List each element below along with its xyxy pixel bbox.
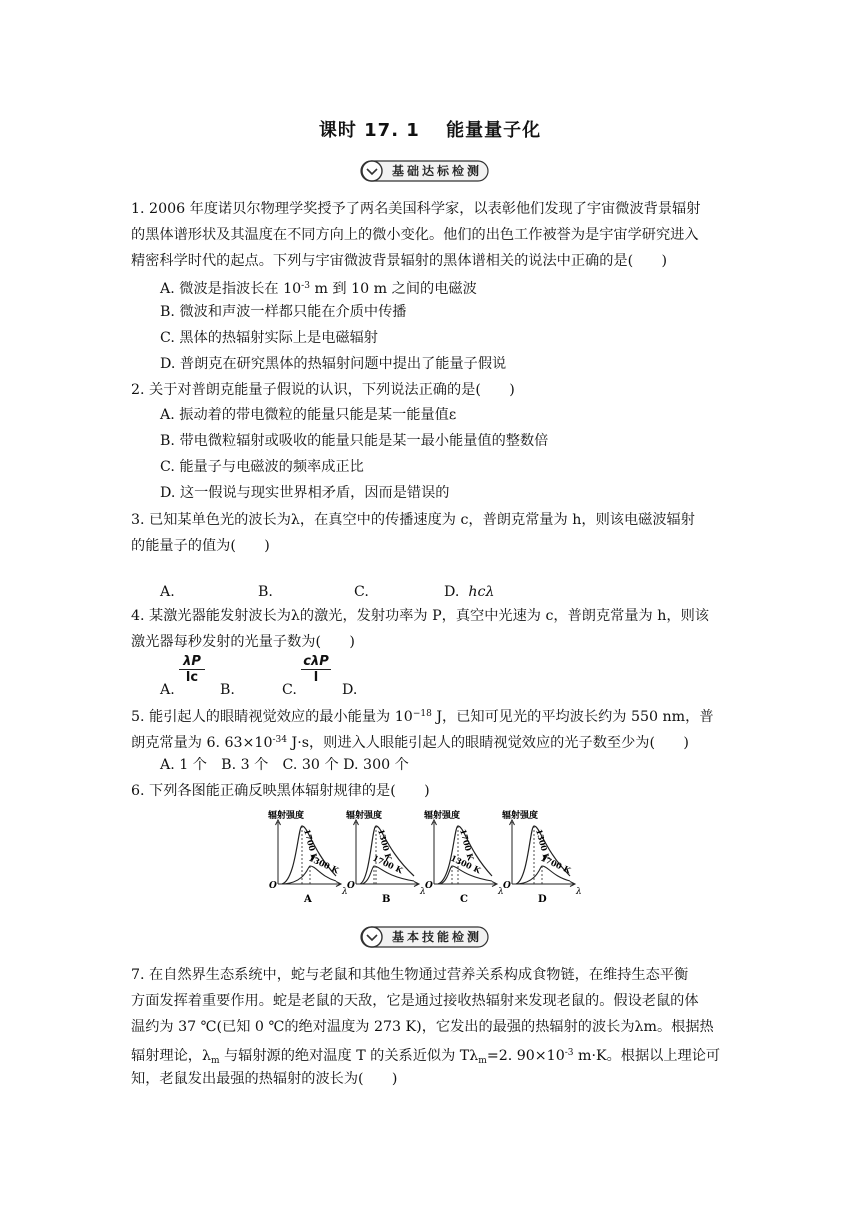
page-title: 课时 17. 1 能量量子化 (318, 120, 542, 141)
section-banner-skill (360, 925, 490, 949)
q2-option-d: D. 这一假说与现实世界相矛盾，因而是错误的 (160, 485, 450, 501)
q3-line2: 的能量子的值为( ) (131, 538, 270, 554)
curve-temp-label: 1300 K (376, 827, 395, 862)
graph-label: A (304, 894, 312, 904)
curve-temp-label: 1300 K (534, 827, 553, 862)
q2-option-b: B. 带电微粒辐射或吸收的能量只能是某一最小能量值的整数倍 (160, 433, 549, 449)
q6-stem: 6. 下列各图能正确反映黑体辐射规律的是( ) (131, 783, 430, 799)
q3-line1: 3. 已知某单色光的波长为λ，在真空中的传播速度为 c，普朗克常量为 h，则该电磁波辐射 (131, 512, 695, 528)
graph-label: C (460, 894, 468, 904)
x-axis-label: λ (420, 887, 426, 897)
x-axis-label: λ (498, 887, 504, 897)
q2-option-c: C. 能量子与电磁波的频率成正比 (160, 459, 364, 475)
q1-option-c: C. 黑体的热辐射实际上是电磁辐射 (160, 330, 378, 346)
q4-fraction-c: cλP l (301, 654, 331, 685)
y-axis-label: 辐射强度 (424, 811, 461, 821)
q2-option-a: A. 振动着的带电微粒的能量只能是某一能量值ε (160, 407, 457, 423)
q3-option-b: B. (258, 584, 273, 600)
q7-line4: 辐射理论，$\lambda_m$ 与辐射源的绝对温度 T 的关系近似为 $T\lambda_m=2$. $90\times 10^{-3}$ m·K。根据以上理论可 (131, 1048, 721, 1066)
origin-label: O (269, 881, 277, 891)
q1-line2: 的黑体谱形状及其温度在不同方向上的微小变化。他们的出色工作被誉为是宇宙学研究进入 (131, 227, 699, 243)
origin-label: O (425, 881, 433, 891)
banner-label: 基础达标检测 (392, 164, 483, 178)
x-axis-label: λ (342, 887, 348, 897)
graph-label: B (382, 894, 391, 904)
x-axis-label: λ (576, 887, 582, 897)
q1-option-d: D. 普朗克在研究黑体的热辐射问题中提出了能量子假说 (160, 356, 507, 372)
graph-label: D (538, 894, 547, 904)
q1-line1: 1. 2006 年度诺贝尔物理学奖授予了两名美国科学家，以表彰他们发现了宇宙微波背景辐射 (131, 201, 701, 217)
q5-line1: 5. 能引起人的眼睛视觉效应的最小能量为 $10^{-18}$ J，已知可见光的平均波长约为 550 nm，普 (131, 709, 714, 725)
origin-label: O (347, 881, 355, 891)
q3-option-a: A. (160, 584, 175, 600)
q4-option-a: A. (160, 682, 175, 698)
origin-label: O (503, 881, 511, 891)
q5-options: A. 1 个 B. 3 个 C. 30 个 D. 300 个 (160, 757, 409, 773)
curve-temp-label: 1300 K (307, 852, 341, 876)
q4-fraction-a: $\frac{\lambda P}{lc}$ (179, 654, 205, 685)
y-axis-label: 辐射强度 (502, 811, 539, 821)
section-banner-basic (360, 159, 490, 183)
q4-option-d: D. (342, 682, 358, 698)
curve-temp-label: 1300 K (449, 852, 483, 876)
curve-temp-label: 1700 K (539, 852, 573, 876)
y-axis-label: 辐射强度 (346, 811, 383, 821)
q1-option-b: B. 微波和声波一样都只能在介质中传播 (160, 304, 407, 320)
q4-line1: 4. 某激光器能发射波长为λ的激光，发射功率为 P，真空中光速为 c，普朗克常量为 h，则该 (131, 608, 709, 624)
q4-option-c: C. (282, 682, 297, 698)
blackbody-figures (266, 808, 596, 908)
q2-stem: 2. 关于对普朗克能量子假说的认识，下列说法正确的是( ) (131, 382, 515, 398)
q5-line2: 朗克常量为 6. $63\times 10^{-34}$ J·s，则进入人眼能引起人的眼睛视觉效应的光子数至少为( ) (131, 735, 689, 751)
q7-line1: 7. 在自然界生态系统中，蛇与老鼠和其他生物通过营养关系构成食物链，在维持生态平衡 (131, 967, 689, 983)
q7-line3: 温约为 37 ℃(已知 0 ℃的绝对温度为 273 K)，它发出的最强的热辐射的波长为λm。根据热 (131, 1019, 714, 1035)
q7-line5: 知，老鼠发出最强的热辐射的波长为( ) (131, 1071, 398, 1087)
banner-label: 基本技能检测 (392, 930, 483, 944)
q3-option-c: C. (354, 584, 369, 600)
q4-line2: 激光器每秒发射的光量子数为( ) (131, 634, 355, 650)
blackbody-graphs (266, 808, 596, 904)
q3-option-d: D. hcλ (444, 584, 495, 600)
curve-temp-label: 1700 K (371, 852, 405, 876)
q1-line3: 精密科学时代的起点。下列与宇宙微波背景辐射的黑体谱相关的说法中正确的是( ) (131, 253, 668, 269)
curve-temp-label: 1700 K (302, 827, 321, 862)
curve-temp-label: 1700 K (458, 827, 477, 862)
y-axis-label: 辐射强度 (268, 811, 305, 821)
q7-line2: 方面发挥着重要作用。蛇是老鼠的天敌，它是通过接收热辐射来发现老鼠的。假设老鼠的体 (131, 993, 699, 1009)
q4-option-b: B. (220, 682, 235, 698)
q1-option-a: A. 微波是指波长在 $10^{-3}$ m 到 10 m 之间的电磁波 (160, 281, 477, 297)
